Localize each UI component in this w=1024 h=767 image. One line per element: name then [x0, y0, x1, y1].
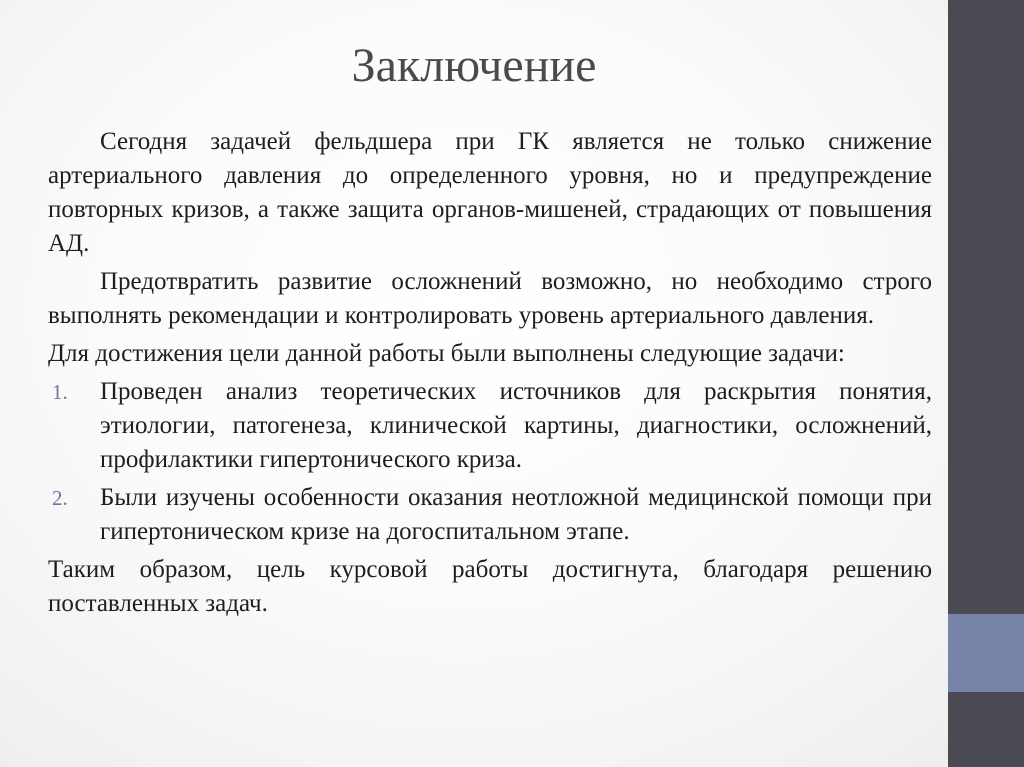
paragraph-2: Предотвратить развитие осложнений возможно, но необходимо строго выполнять рекомендации и контролировать уровень артериального давления. [48, 268, 932, 329]
slide-title: Заключение [351, 39, 597, 92]
paragraph-3: Для достижения цели данной работы были выполнены следующие задачи: [48, 340, 845, 367]
paragraph-1: Сегодня задачей фельдшера при ГК является не только снижение артериального давления до определенного уровня, но и предупреждение повторных кризов, а также защита органов-мишеней, страдающих от повышения АД. [48, 128, 932, 257]
list-item [48, 481, 932, 549]
slide-content [48, 125, 932, 625]
list-item-text: Проведен анализ теоретических источников для раскрытия понятия, этиологии, патогенеза, клинической картины, диагностики, осложнений, профилактики гипертонического криза. [100, 378, 932, 473]
list-number: 2. [52, 486, 68, 510]
conclusion-paragraph: Таким образом, цель курсовой работы достигнута, благодаря решению поставленных задач. [48, 556, 932, 617]
list-item-text: Были изучены особенности оказания неотложной медицинской помощи при гипертоническом кризе на догоспитальном этапе. [100, 484, 932, 545]
list-number: 1. [52, 380, 68, 404]
task-list [48, 375, 932, 549]
list-item [48, 375, 932, 477]
sidebar-accent-block [948, 614, 1024, 692]
